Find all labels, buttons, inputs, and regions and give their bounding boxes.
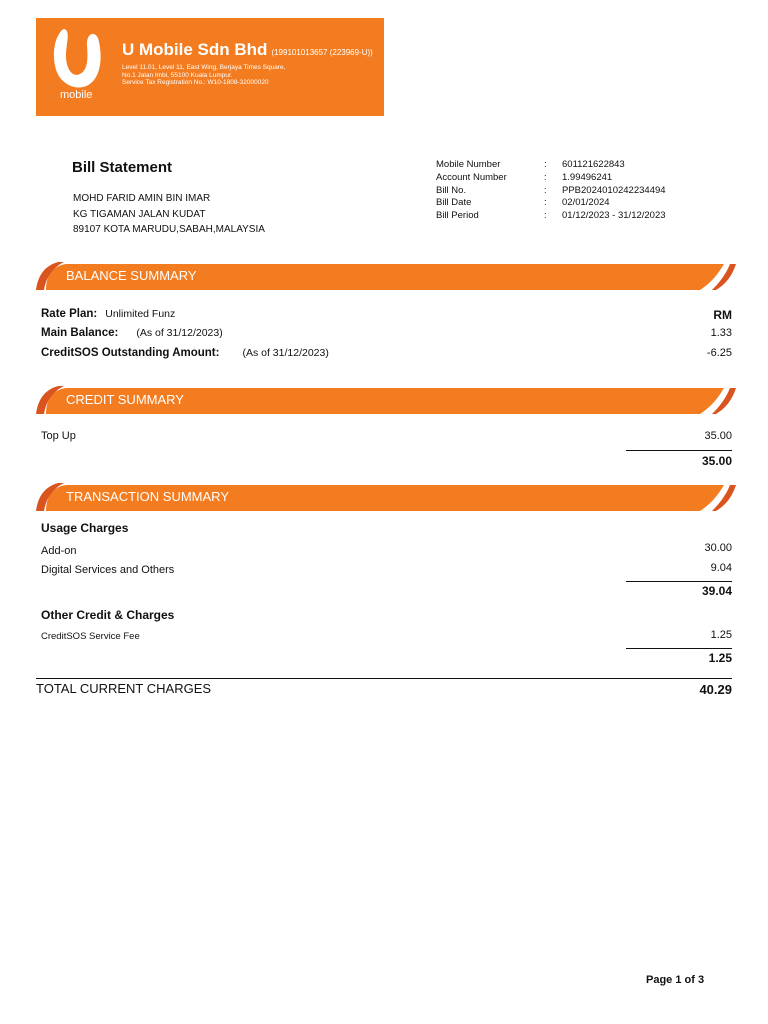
usage-charges-heading: Usage Charges bbox=[41, 521, 129, 535]
info-row: Account Number : 1.99496241 bbox=[436, 171, 613, 183]
logo-wordmark: mobile bbox=[60, 89, 93, 101]
main-balance-row: Main Balance: (As of 31/12/2023) bbox=[41, 327, 223, 339]
total-divider bbox=[36, 678, 732, 679]
banner-corner bbox=[367, 18, 384, 116]
subtotal-divider bbox=[626, 648, 732, 649]
page-number: Page 1 of 3 bbox=[646, 974, 705, 986]
add-on-value: 30.00 bbox=[704, 542, 732, 554]
other-charges-heading: Other Credit & Charges bbox=[41, 608, 175, 622]
credit-summary-header: CREDIT SUMMARY bbox=[36, 386, 736, 414]
transaction-summary-header: TRANSACTION SUMMARY bbox=[36, 483, 736, 511]
add-on-label: Add-on bbox=[41, 545, 77, 557]
creditsos-value: -6.25 bbox=[706, 347, 732, 359]
customer-line: MOHD FARID AMIN BIN IMAR bbox=[73, 193, 211, 204]
page-title: Bill Statement bbox=[72, 159, 173, 176]
currency-label: RM bbox=[713, 308, 732, 322]
company-registration: (199101013657 (223969-U)) bbox=[271, 48, 373, 57]
top-up-label: Top Up bbox=[41, 430, 76, 442]
main-balance-value: 1.33 bbox=[710, 327, 732, 339]
rate-plan-row: Rate Plan: Unlimited Funz bbox=[41, 308, 176, 320]
company-name: U Mobile Sdn Bhd (199101013657 (223969-U)) bbox=[122, 40, 373, 59]
customer-address bbox=[73, 191, 265, 238]
usage-total: 39.04 bbox=[701, 584, 732, 598]
other-total: 1.25 bbox=[708, 651, 732, 665]
customer-line: KG TIGAMAN JALAN KUDAT bbox=[73, 208, 206, 220]
credit-total: 35.00 bbox=[701, 454, 732, 468]
digital-services-label: Digital Services and Others bbox=[41, 564, 175, 576]
creditsos-row: CreditSOS Outstanding Amount: (As of 31/12/2023) bbox=[41, 347, 329, 359]
info-row: Bill Period : 01/12/2023 - 31/12/2023 bbox=[436, 210, 666, 222]
info-row: Bill Date : 02/01/2024 bbox=[436, 197, 610, 209]
total-current-charges-label: TOTAL CURRENT CHARGES bbox=[36, 681, 212, 696]
info-row: Mobile Number : 601121622843 bbox=[436, 159, 625, 170]
info-row: Bill No. : PPB2024010242234494 bbox=[436, 184, 666, 196]
account-info bbox=[436, 159, 666, 223]
company-address: Level 11.01, Level 11, East Wing, Berjaya Times Square, No.1 Jalan Imbi, 55100 Kuala Lumpur. Service Tax Registration No.: W10-1808-32000020 bbox=[122, 64, 286, 87]
digital-services-value: 9.04 bbox=[710, 562, 732, 574]
creditsos-fee-label: CreditSOS Service Fee bbox=[41, 631, 140, 642]
balance-summary-header: BALANCE SUMMARY bbox=[36, 262, 736, 290]
customer-line: 89107 KOTA MARUDU,SABAH,MALAYSIA bbox=[73, 224, 265, 235]
total-current-charges-value: 40.29 bbox=[699, 682, 732, 697]
top-up-value: 35.00 bbox=[704, 430, 732, 442]
creditsos-fee-value: 1.25 bbox=[710, 629, 732, 641]
subtotal-divider bbox=[626, 581, 732, 582]
subtotal-divider bbox=[626, 450, 732, 451]
